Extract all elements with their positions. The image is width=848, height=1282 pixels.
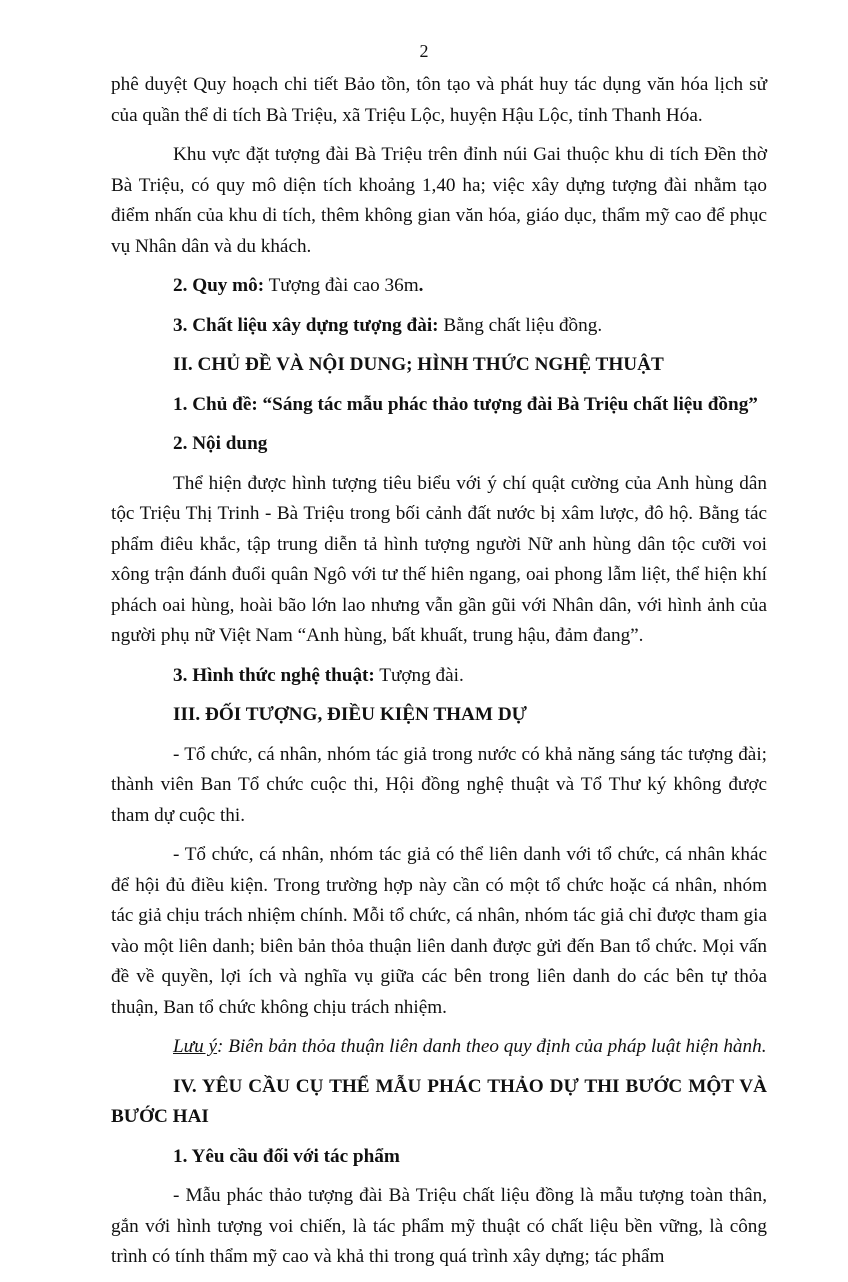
paragraph-work-requirements: - Mẫu phác thảo tượng đài Bà Triệu chất liệu đồng là mẫu tượng toàn thân, gắn với hình tượng voi chiến, là tác phẩm mỹ thuật có chất liệu bền vững, là công trình có tính thẩm mỹ cao và khả thi trong quá trình xây dựng; tác phẩm xyxy=(111,1185,767,1267)
paragraph-continuation: phê duyệt Quy hoạch chi tiết Bảo tồn, tôn tạo và phát huy tác dụng văn hóa lịch sử của quần thể di tích Bà Triệu, xã Triệu Lộc, huyện Hậu Lộc, tỉnh Thanh Hóa. xyxy=(111,74,767,126)
art-form-text: Tượng đài. xyxy=(374,664,464,686)
material-label: 3. Chất liệu xây dựng tượng đài: xyxy=(173,314,439,336)
paragraph-eligibility-1: - Tổ chức, cá nhân, nhóm tác giả trong nước có khả năng sáng tác tượng đài; thành viên Ban Tổ chức cuộc thi, Hội đồng nghệ thuật và Tổ Thư ký không được tham dự cuộc thi. xyxy=(111,743,767,826)
paragraph-eligibility-2: - Tổ chức, cá nhân, nhóm tác giả có thể liên danh với tổ chức, cá nhân khác để hội đủ điều kiện. Trong trường hợp này cần có một tổ chức hoặc cá nhân, nhóm tác giả chịu trách nhiệm chính. Mỗi tổ chức, cá nhân, nhóm tác giả chỉ được tham gia vào một liên danh; biên bản thỏa thuận liên danh được gửi đến Ban tổ chức. Mọi vấn đề về quyền, lợi ích và nghĩa vụ giữa các bên trong liên danh do các bên tự thỏa thuận, Ban tổ chức không chịu trách nhiệm. xyxy=(111,844,767,1018)
scale-label: 2. Quy mô: xyxy=(173,275,265,296)
material-text: Bằng chất liệu đồng. xyxy=(438,314,603,336)
section-material xyxy=(111,311,767,342)
heading-content: 2. Nội dung xyxy=(173,433,268,454)
heading-section-IV: IV. YÊU CẦU CỤ THỂ MẪU PHÁC THẢO DỰ THI BƯỚC MỘT VÀ BƯỚC HAI xyxy=(111,1075,767,1127)
note-paragraph xyxy=(111,1032,767,1063)
heading-work-requirements: 1. Yêu cầu đối với tác phẩm xyxy=(173,1145,400,1167)
section-art-form xyxy=(111,661,767,692)
art-form-label: 3. Hình thức nghệ thuật: xyxy=(173,664,375,686)
paragraph-content: Thể hiện được hình tượng tiêu biểu với ý chí quật cường của Anh hùng dân tộc Triệu Thị Trinh - Bà Triệu trong bối cảnh đất nước bị xâm lược, đô hộ. Bằng tác phẩm điêu khắc, tập trung diễn tả hình tượng người Nữ anh hùng dân tộc cưỡi voi xông trận đánh đuổi quân Ngô với tư thế hiên ngang, oai phong lẫm liệt, thể hiện khí phách oai hùng, hoài bão lớn lao nhưng vẫn gần gũi với Nhân dân, với hình ảnh của người phụ nữ Việt Nam “Anh hùng, bất khuất, trung hậu, đảm đang”. xyxy=(111,472,767,646)
scale-text: Tượng đài cao 36m xyxy=(264,275,419,296)
heading-theme: 1. Chủ đề: “Sáng tác mẫu phác thảo tượng đài Bà Triệu chất liệu đồng” xyxy=(173,393,758,415)
page-number: 2 xyxy=(419,41,429,61)
document-body xyxy=(111,70,767,1282)
heading-section-II: II. CHỦ ĐỀ VÀ NỘI DUNG; HÌNH THỨC NGHỆ THUẬT xyxy=(173,354,664,375)
scale-period: . xyxy=(418,275,424,296)
note-text: : Biên bản thỏa thuận liên danh theo quy định của pháp luật hiện hành. xyxy=(217,1036,767,1057)
heading-section-III: III. ĐỐI TƯỢNG, ĐIỀU KIỆN THAM DỰ xyxy=(173,704,527,725)
section-scale xyxy=(111,271,767,302)
note-label: Lưu ý xyxy=(173,1036,218,1057)
paragraph-location: Khu vực đặt tượng đài Bà Triệu trên đỉnh núi Gai thuộc khu di tích Đền thờ Bà Triệu, có quy mô diện tích khoảng 1,40 ha; việc xây dựng tượng đài nhằm tạo điểm nhấn của khu di tích, thêm không gian văn hóa, giáo dục, thẩm mỹ cao để phục vụ Nhân dân và du khách. xyxy=(111,144,767,257)
